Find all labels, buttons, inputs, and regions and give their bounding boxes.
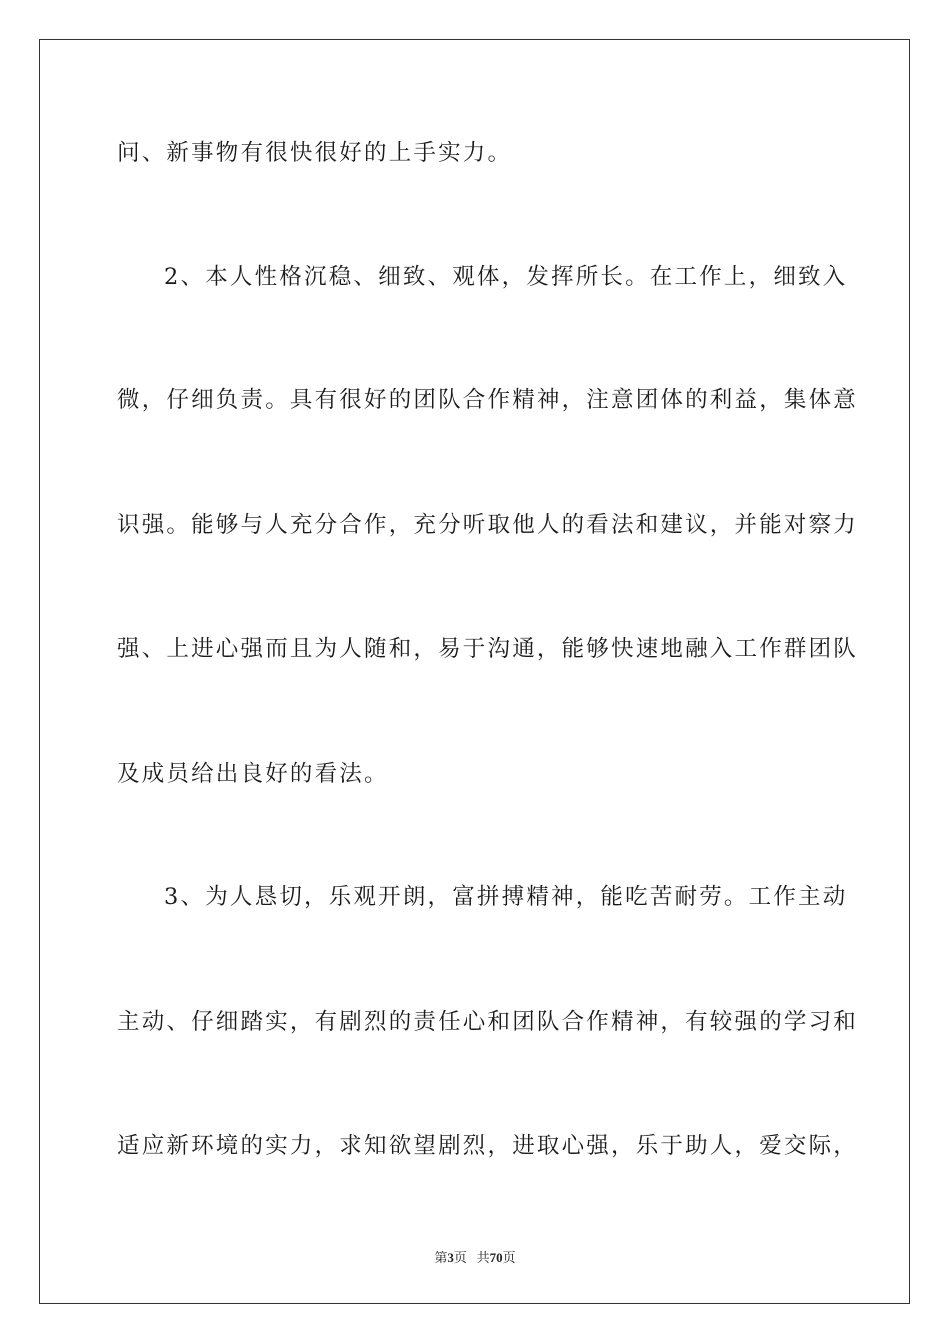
- footer-total-pages: 70: [489, 1250, 503, 1265]
- page-border: [39, 39, 910, 1304]
- text-line-8: 主动、仔细踏实，有剧烈的责任心和团队合作精神，有较强的学习和: [117, 1009, 859, 1035]
- text-line-3: 微，仔细负责。具有很好的团队合作精神，注意团体的利益，集体意: [117, 387, 859, 413]
- footer-page-prefix: 第: [434, 1250, 448, 1265]
- text-line-1: 问、新事物有很快很好的上手实力。: [117, 140, 513, 166]
- footer-total-suffix: 页: [502, 1250, 516, 1265]
- text-line-6: 及成员给出良好的看法。: [117, 761, 389, 787]
- footer-page-suffix: 页: [453, 1250, 467, 1265]
- footer-page-number: 3: [447, 1250, 454, 1265]
- text-line-4: 识强。能够与人充分合作，充分听取他人的看法和建议，并能对察力: [117, 512, 859, 538]
- text-line-7: 3、为人恳切，乐观开朗，富拼搏精神，能吃苦耐劳。工作主动: [164, 884, 848, 910]
- footer-total-prefix: 共: [476, 1250, 490, 1265]
- text-line-2: 2、本人性格沉稳、细致、观体，发挥所长。在工作上，细致入: [164, 264, 848, 290]
- text-line-5: 强、上进心强而且为人随和，易于沟通，能够快速地融入工作群团队: [117, 636, 859, 662]
- page-footer: [0, 1247, 950, 1266]
- text-line-9: 适应新环境的实力，求知欲望剧烈，进取心强，乐于助人，爱交际，: [117, 1133, 859, 1159]
